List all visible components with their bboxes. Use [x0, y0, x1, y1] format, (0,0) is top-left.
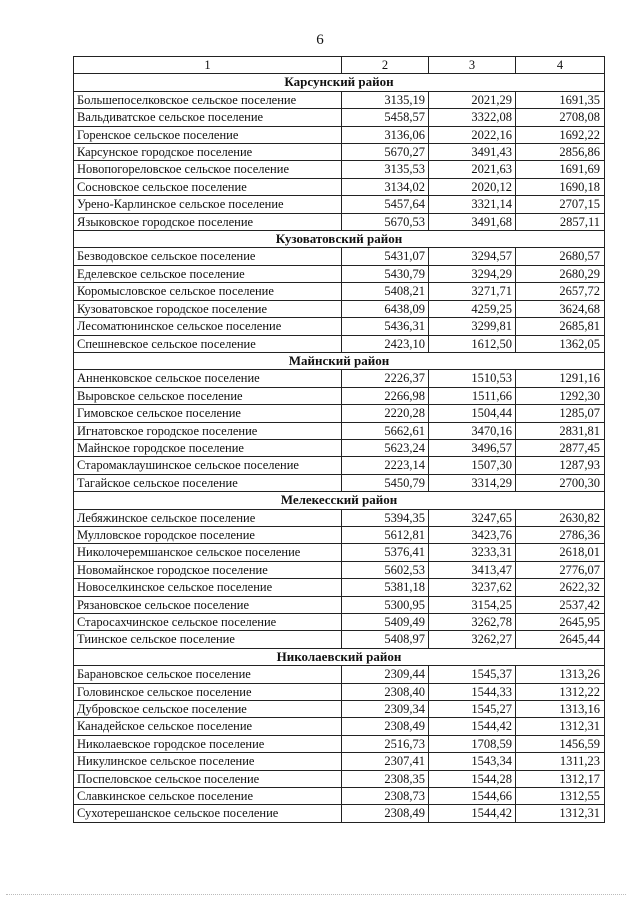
- value-col-3: 3294,29: [429, 265, 516, 282]
- value-col-4: 1285,07: [516, 405, 605, 422]
- value-col-3: 2020,12: [429, 178, 516, 195]
- value-col-4: 2622,32: [516, 579, 605, 596]
- value-col-4: 2877,45: [516, 439, 605, 456]
- table-row: [74, 109, 605, 126]
- value-col-3: 3496,57: [429, 439, 516, 456]
- table-row: [74, 91, 605, 108]
- settlement-name: Анненковское сельское поселение: [74, 370, 342, 387]
- value-col-3: 1544,66: [429, 788, 516, 805]
- value-col-3: 3237,62: [429, 579, 516, 596]
- value-col-2: 5436,31: [342, 318, 429, 335]
- settlement-name: Тагайское сельское поселение: [74, 474, 342, 491]
- value-col-2: 2308,49: [342, 805, 429, 822]
- table-row: [74, 614, 605, 631]
- value-col-3: 1545,37: [429, 666, 516, 683]
- table-row: [74, 161, 605, 178]
- value-col-3: 3322,08: [429, 109, 516, 126]
- settlement-name: Новомайнское городское поселение: [74, 561, 342, 578]
- table-row: [74, 370, 605, 387]
- value-col-2: 5408,97: [342, 631, 429, 648]
- settlement-name: Головинское сельское поселение: [74, 683, 342, 700]
- district-name: Карсунский район: [74, 74, 605, 91]
- district-header-row: [74, 231, 605, 248]
- column-header: 1: [74, 57, 342, 74]
- table-row: [74, 788, 605, 805]
- value-col-4: 2618,01: [516, 544, 605, 561]
- value-col-2: 5670,53: [342, 213, 429, 230]
- value-col-4: 1291,16: [516, 370, 605, 387]
- value-col-2: 2309,34: [342, 701, 429, 718]
- district-header-row: [74, 74, 605, 91]
- table-row: [74, 439, 605, 456]
- settlement-name: Майнское городское поселение: [74, 439, 342, 456]
- table-row: [74, 805, 605, 822]
- table-row: [74, 666, 605, 683]
- value-col-3: 3413,47: [429, 561, 516, 578]
- district-name: Майнский район: [74, 352, 605, 369]
- value-col-2: 5612,81: [342, 526, 429, 543]
- settlement-name: Карсунское городское поселение: [74, 144, 342, 161]
- district-name: Николаевский район: [74, 648, 605, 665]
- settlement-name: Барановское сельское поселение: [74, 666, 342, 683]
- value-col-3: 1510,53: [429, 370, 516, 387]
- table-row: [74, 683, 605, 700]
- value-col-2: 2307,41: [342, 753, 429, 770]
- value-col-3: 1507,30: [429, 457, 516, 474]
- table-row: [74, 701, 605, 718]
- value-col-4: 1313,26: [516, 666, 605, 683]
- settlement-name: Новопогореловское сельское поселение: [74, 161, 342, 178]
- settlement-name: Рязановское сельское поселение: [74, 596, 342, 613]
- value-col-4: 2685,81: [516, 318, 605, 335]
- table-row: [74, 735, 605, 752]
- value-col-2: 5670,27: [342, 144, 429, 161]
- value-col-3: 4259,25: [429, 300, 516, 317]
- table-row: [74, 405, 605, 422]
- table-row: [74, 178, 605, 195]
- table-row: [74, 387, 605, 404]
- settlement-name: Безводовское сельское поселение: [74, 248, 342, 265]
- value-col-2: 3135,19: [342, 91, 429, 108]
- value-col-2: 2308,35: [342, 770, 429, 787]
- settlement-name: Лебяжинское сельское поселение: [74, 509, 342, 526]
- district-name: Мелекесский район: [74, 492, 605, 509]
- table-row: [74, 544, 605, 561]
- settlement-name: Еделевское сельское поселение: [74, 265, 342, 282]
- value-col-3: 2021,63: [429, 161, 516, 178]
- table-row: [74, 526, 605, 543]
- value-col-4: 2708,08: [516, 109, 605, 126]
- table-row: [74, 718, 605, 735]
- settlement-name: Дубровское сельское поселение: [74, 701, 342, 718]
- value-col-3: 2021,29: [429, 91, 516, 108]
- value-col-2: 2308,73: [342, 788, 429, 805]
- settlement-name: Игнатовское городское поселение: [74, 422, 342, 439]
- settlement-name: Выровское сельское поселение: [74, 387, 342, 404]
- settlement-name: Новоселкинское сельское поселение: [74, 579, 342, 596]
- settlement-name: Кузоватовское городское поселение: [74, 300, 342, 317]
- value-col-4: 1292,30: [516, 387, 605, 404]
- table-row: [74, 457, 605, 474]
- value-col-3: 1612,50: [429, 335, 516, 352]
- value-col-4: 1692,22: [516, 126, 605, 143]
- table-row: [74, 561, 605, 578]
- value-col-4: 1287,93: [516, 457, 605, 474]
- value-col-3: 3154,25: [429, 596, 516, 613]
- value-col-4: 2680,29: [516, 265, 605, 282]
- value-col-2: 5408,21: [342, 283, 429, 300]
- value-col-3: 3262,27: [429, 631, 516, 648]
- value-col-3: 1544,33: [429, 683, 516, 700]
- value-col-2: 5376,41: [342, 544, 429, 561]
- value-col-4: 1312,22: [516, 683, 605, 700]
- settlement-name: Старосахчинское сельское поселение: [74, 614, 342, 631]
- value-col-3: 3294,57: [429, 248, 516, 265]
- value-col-4: 2537,42: [516, 596, 605, 613]
- table-row: [74, 474, 605, 491]
- table-row: [74, 196, 605, 213]
- value-col-3: 3314,29: [429, 474, 516, 491]
- value-col-2: 5300,95: [342, 596, 429, 613]
- value-col-2: 3134,02: [342, 178, 429, 195]
- value-col-3: 1511,66: [429, 387, 516, 404]
- value-col-2: 5450,79: [342, 474, 429, 491]
- value-col-4: 2786,36: [516, 526, 605, 543]
- value-col-3: 1543,34: [429, 753, 516, 770]
- table-row: [74, 753, 605, 770]
- table-row: [74, 213, 605, 230]
- table-row: [74, 283, 605, 300]
- value-col-3: 3233,31: [429, 544, 516, 561]
- district-header-row: [74, 648, 605, 665]
- settlement-name: Горенское сельское поселение: [74, 126, 342, 143]
- settlement-name: Никулинское сельское поселение: [74, 753, 342, 770]
- value-col-2: 3135,53: [342, 161, 429, 178]
- value-col-2: 2516,73: [342, 735, 429, 752]
- value-col-3: 3271,71: [429, 283, 516, 300]
- column-header: 2: [342, 57, 429, 74]
- column-header: 4: [516, 57, 605, 74]
- value-col-2: 5602,53: [342, 561, 429, 578]
- settlement-name: Поспеловское сельское поселение: [74, 770, 342, 787]
- settlement-name: Языковское городское поселение: [74, 213, 342, 230]
- value-col-2: 2423,10: [342, 335, 429, 352]
- settlement-name: Вальдиватское сельское поселение: [74, 109, 342, 126]
- value-col-4: 2856,86: [516, 144, 605, 161]
- value-col-4: 2645,44: [516, 631, 605, 648]
- settlement-name: Урено-Карлинское сельское поселение: [74, 196, 342, 213]
- value-col-4: 2776,07: [516, 561, 605, 578]
- scan-edge-line: [6, 893, 626, 895]
- value-col-2: 5662,61: [342, 422, 429, 439]
- table-row: [74, 509, 605, 526]
- settlement-name: Большепоселковское сельское поселение: [74, 91, 342, 108]
- settlement-name: Николаевское городское поселение: [74, 735, 342, 752]
- value-col-4: 1690,18: [516, 178, 605, 195]
- settlement-name: Тиинское сельское поселение: [74, 631, 342, 648]
- table-row: [74, 579, 605, 596]
- district-name: Кузоватовский район: [74, 231, 605, 248]
- settlement-name: Славкинское сельское поселение: [74, 788, 342, 805]
- settlement-name: Сосновское сельское поселение: [74, 178, 342, 195]
- table-row: [74, 596, 605, 613]
- value-col-3: 1544,42: [429, 718, 516, 735]
- value-col-3: 3470,16: [429, 422, 516, 439]
- table-row: [74, 265, 605, 282]
- value-col-4: 1311,23: [516, 753, 605, 770]
- value-col-3: 1504,44: [429, 405, 516, 422]
- value-col-2: 5431,07: [342, 248, 429, 265]
- value-col-4: 2831,81: [516, 422, 605, 439]
- page-number: 6: [316, 32, 324, 48]
- value-col-3: 1708,59: [429, 735, 516, 752]
- value-col-2: 2220,28: [342, 405, 429, 422]
- value-col-3: 1544,42: [429, 805, 516, 822]
- table-row: [74, 422, 605, 439]
- table-row: [74, 631, 605, 648]
- value-col-2: 2223,14: [342, 457, 429, 474]
- value-col-2: 5409,49: [342, 614, 429, 631]
- value-col-4: 1313,16: [516, 701, 605, 718]
- table-row: [74, 144, 605, 161]
- value-col-3: 3491,43: [429, 144, 516, 161]
- value-col-3: 3491,68: [429, 213, 516, 230]
- value-col-2: 5457,64: [342, 196, 429, 213]
- settlement-name: Коромысловское сельское поселение: [74, 283, 342, 300]
- settlement-name: Лесоматюнинское сельское поселение: [74, 318, 342, 335]
- value-col-4: 2645,95: [516, 614, 605, 631]
- district-header-row: [74, 352, 605, 369]
- value-col-2: 2308,40: [342, 683, 429, 700]
- value-col-3: 1545,27: [429, 701, 516, 718]
- value-col-4: 1362,05: [516, 335, 605, 352]
- value-col-4: 1312,31: [516, 805, 605, 822]
- column-header: 3: [429, 57, 516, 74]
- value-col-2: 2226,37: [342, 370, 429, 387]
- settlement-name: Спешневское сельское поселение: [74, 335, 342, 352]
- table-row: [74, 335, 605, 352]
- district-header-row: [74, 492, 605, 509]
- value-col-4: 1312,55: [516, 788, 605, 805]
- value-col-4: 2680,57: [516, 248, 605, 265]
- settlements-table: [73, 56, 605, 823]
- table-body: [74, 57, 605, 823]
- value-col-3: 3423,76: [429, 526, 516, 543]
- settlement-name: Николочеремшанское сельское поселение: [74, 544, 342, 561]
- value-col-3: 2022,16: [429, 126, 516, 143]
- settlement-name: Канадейское сельское поселение: [74, 718, 342, 735]
- value-col-3: 3262,78: [429, 614, 516, 631]
- value-col-2: 5394,35: [342, 509, 429, 526]
- value-col-3: 3321,14: [429, 196, 516, 213]
- settlement-name: Гимовское сельское поселение: [74, 405, 342, 422]
- value-col-4: 2630,82: [516, 509, 605, 526]
- value-col-4: 2657,72: [516, 283, 605, 300]
- value-col-4: 1312,31: [516, 718, 605, 735]
- value-col-3: 1544,28: [429, 770, 516, 787]
- value-col-2: 5623,24: [342, 439, 429, 456]
- value-col-2: 5430,79: [342, 265, 429, 282]
- table-row: [74, 770, 605, 787]
- value-col-2: 2309,44: [342, 666, 429, 683]
- value-col-3: 3247,65: [429, 509, 516, 526]
- value-col-4: 1312,17: [516, 770, 605, 787]
- value-col-4: 1456,59: [516, 735, 605, 752]
- table-row: [74, 318, 605, 335]
- value-col-4: 3624,68: [516, 300, 605, 317]
- settlement-name: Сухотерешанское сельское поселение: [74, 805, 342, 822]
- value-col-3: 3299,81: [429, 318, 516, 335]
- value-col-4: 2707,15: [516, 196, 605, 213]
- value-col-4: 2700,30: [516, 474, 605, 491]
- column-header-row: [74, 57, 605, 74]
- table-row: [74, 300, 605, 317]
- settlement-name: Мулловское городское поселение: [74, 526, 342, 543]
- value-col-2: 5381,18: [342, 579, 429, 596]
- settlement-name: Старомаклаушинское сельское поселение: [74, 457, 342, 474]
- value-col-2: 5458,57: [342, 109, 429, 126]
- table-row: [74, 126, 605, 143]
- value-col-2: 6438,09: [342, 300, 429, 317]
- value-col-2: 3136,06: [342, 126, 429, 143]
- value-col-4: 1691,69: [516, 161, 605, 178]
- value-col-2: 2308,49: [342, 718, 429, 735]
- value-col-4: 1691,35: [516, 91, 605, 108]
- value-col-4: 2857,11: [516, 213, 605, 230]
- value-col-2: 2266,98: [342, 387, 429, 404]
- table-row: [74, 248, 605, 265]
